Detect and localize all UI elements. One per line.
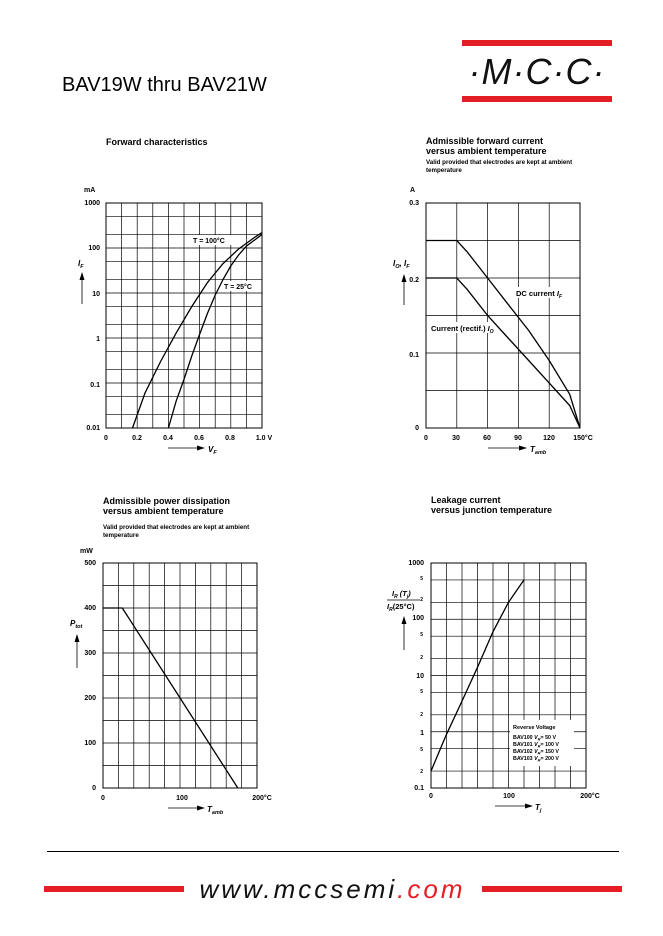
chart2-xlabel: $T_{amb}$ xyxy=(530,445,547,456)
chart2-xtick-90: 90 xyxy=(514,435,522,442)
footer-bar-right xyxy=(482,886,622,892)
mcc-logo: ·M·C·C· xyxy=(468,51,606,92)
chart4-yminor-2c: 2 xyxy=(420,712,423,718)
chart2-note-line2: temperature xyxy=(426,167,462,174)
chart2-dc-label: DC current $I_F$ xyxy=(516,289,562,300)
chart4-yminor-5a: 5 xyxy=(420,576,423,582)
chart4-ytick-10: 10 xyxy=(416,673,424,680)
chart4-ytick-1: 1 xyxy=(420,730,424,737)
chart3-note-line2: temperature xyxy=(103,532,139,539)
chart4-legend-row-1: BAV100 $V_R= 50$ V xyxy=(513,735,557,742)
chart4-legend-title: Reverse Voltage xyxy=(513,725,556,731)
chart1-xtick-0.4: 0.4 xyxy=(163,435,173,442)
chart4-ylabel-denominator: $I_R(25^\circ C)$ xyxy=(387,602,415,613)
chart4-ytick-1000: 1000 xyxy=(408,560,424,567)
chart2-xtick-30: 30 xyxy=(452,435,460,442)
chart3-ylabel: $P_{tot}$ xyxy=(70,619,83,630)
chart3-xtick-100: 100 xyxy=(176,795,188,802)
chart2-title-line1: Admissible forward current xyxy=(426,136,544,146)
chart2-xtick-120: 120 xyxy=(543,435,555,442)
chart4-yminor-2a: 2 xyxy=(420,597,423,603)
chart1-title: Forward characteristics xyxy=(106,137,208,147)
chart4-x-arrowhead xyxy=(525,804,533,809)
chart1-y-unit: mA xyxy=(84,187,96,194)
chart1-xtick-0.2: 0.2 xyxy=(132,435,142,442)
chart4-yminor-2b: 2 xyxy=(420,655,423,661)
chart1-ylabel: $I_F$ xyxy=(78,259,84,270)
chart1-xtick-0.6: 0.6 xyxy=(194,435,204,442)
chart3-ytick-300: 300 xyxy=(84,650,96,657)
chart2-ytick-0: 0 xyxy=(415,425,419,432)
footer-rule xyxy=(47,851,619,852)
chart1-xtick-0.8: 0.8 xyxy=(225,435,235,442)
chart2-y-unit: A xyxy=(410,187,416,194)
chart2-title-line2: versus ambient temperature xyxy=(426,146,547,156)
chart1-ytick-1: 1 xyxy=(96,336,100,343)
chart1-ytick-0.01: 0.01 xyxy=(86,425,100,432)
chart1-ytick-1000: 1000 xyxy=(84,200,100,207)
chart3-ytick-100: 100 xyxy=(84,740,96,747)
chart1-xtick-1.0: 1.0 V xyxy=(255,435,273,442)
chart2-note-line1: Valid provided that electrodes are kept at ambient xyxy=(426,159,573,166)
chart4-xtick-100: 100 xyxy=(503,793,515,800)
footer-bar-left xyxy=(44,886,184,892)
chart3-note-line1: Valid provided that electrodes are kept at ambient xyxy=(103,524,250,531)
chart3-ytick-500: 500 xyxy=(84,560,96,567)
chart2-ylabel: $I_O$, $I_F$ xyxy=(393,259,410,270)
chart1-ytick-100: 100 xyxy=(88,245,100,252)
chart2-ytick-0.2: 0.2 xyxy=(409,277,419,284)
chart4-xlabel: $T_j$ xyxy=(535,803,542,814)
website-url[interactable] xyxy=(190,873,475,905)
website-suffix: .com xyxy=(397,874,466,904)
chart1-xlabel: $V_F$ xyxy=(208,445,217,456)
chart3-xtick-0: 0 xyxy=(101,795,105,802)
chart1-xtick-0: 0 xyxy=(104,435,108,442)
chart2-ytick-0.3: 0.3 xyxy=(409,200,419,207)
chart3-y-unit: mW xyxy=(80,548,93,555)
chart2-ytick-0.1: 0.1 xyxy=(409,352,419,359)
website-prefix: www. xyxy=(199,874,274,904)
chart1-ytick-0.1: 0.1 xyxy=(90,382,100,389)
chart4-xtick-0: 0 xyxy=(429,793,433,800)
chart1-curve2-label: T = 25°C xyxy=(224,284,252,291)
chart2-xtick-60: 60 xyxy=(483,435,491,442)
chart4-xtick-200: 200°C xyxy=(580,793,600,800)
chart4-yminor-2d: 2 xyxy=(420,769,423,775)
chart3-title-line1: Admissible power dissipation xyxy=(103,496,231,506)
chart3-title-line2: versus ambient temperature xyxy=(103,506,224,516)
chart4-title-line2: versus junction temperature xyxy=(431,505,553,515)
chart4-yminor-5d: 5 xyxy=(420,747,423,753)
page-title: BAV19W thru BAV21W xyxy=(62,74,267,96)
chart4-y-arrowhead xyxy=(402,616,407,624)
website-domain: mccsemi xyxy=(273,874,398,904)
chart3-xlabel: $T_{amb}$ xyxy=(207,805,224,816)
chart4-ytick-100: 100 xyxy=(412,615,424,622)
chart4-legend-row-3: BAV102 $V_R= 150$ V xyxy=(513,749,559,756)
chart4-legend-row-4: BAV103 $V_R= 200$ V xyxy=(513,756,559,763)
chart2-xtick-150: 150°C xyxy=(573,435,593,442)
chart1-ytick-10: 10 xyxy=(92,291,100,298)
chart4-legend-row-2: BAV101 $V_R= 100$ V xyxy=(513,742,559,749)
chart3-xtick-200: 200°C xyxy=(252,795,272,802)
chart3-ytick-200: 200 xyxy=(84,695,96,702)
chart4-title-line1: Leakage current xyxy=(431,495,501,505)
chart4-ylabel-numerator: $I_R$ $(T_j)$ xyxy=(392,589,411,600)
chart2-rect-label: Current (rectif.) $I_O$ xyxy=(431,324,494,335)
chart3-ytick-400: 400 xyxy=(84,605,96,612)
chart4-yminor-5b: 5 xyxy=(420,632,423,638)
chart3-ytick-0: 0 xyxy=(92,785,96,792)
chart1-curve1-label: T = 100°C xyxy=(193,238,225,245)
chart4-ytick-0.1: 0.1 xyxy=(414,785,424,792)
chart2-xtick-0: 0 xyxy=(424,435,428,442)
chart4-yminor-5c: 5 xyxy=(420,689,423,695)
